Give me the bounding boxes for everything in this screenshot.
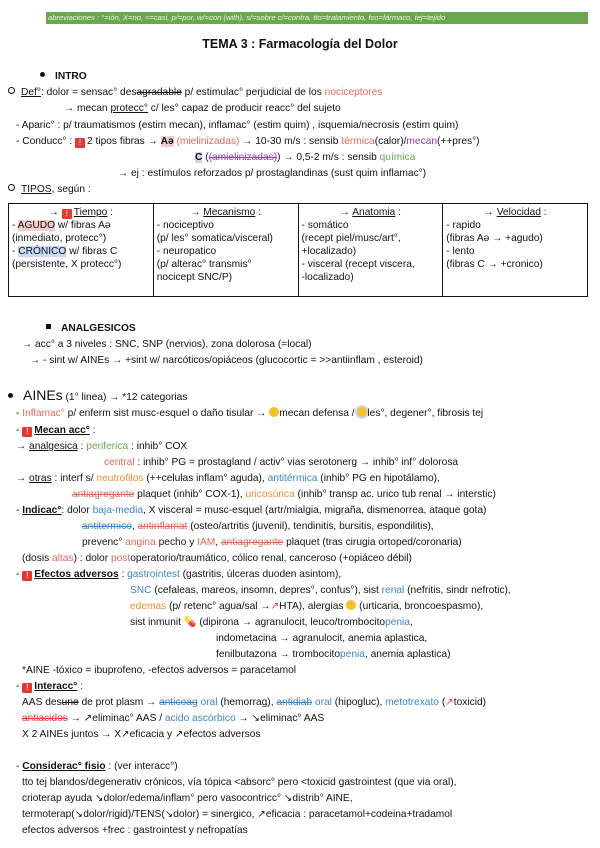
tipos-line: TIPOS, según : [8,183,91,196]
col-velocidad: → Velocidad : - rapido (fibras Aə → +agudo) - lento (fibras C → +cronico) [443,204,588,297]
consid-heading: - Considerac° fisio : (ver interacc°) [16,761,178,772]
sad-face-icon [357,407,367,417]
def-line-2: → mecan protecc° c/ les° capaz de producir reacc° del sujeto [64,103,341,114]
analg-line-2: → - sint w/ AINEs → +sint w/ narcóticos/opiáceos (glucocortic = >>antiinflam , esteroid) [30,355,423,366]
bullet-icon [8,393,13,398]
pill-icon: 💊 [183,617,197,628]
mecan-heading: - ! Mecan acc° : [16,425,96,436]
bullet-icon [40,72,45,77]
hollow-bullet-icon [8,87,15,94]
pin-icon: ! [22,683,32,693]
col-anatomia: → Anatomia : - somático (recept piel/musc/art°, +localizado) - visceral (recept viscera, -localizado) [298,204,443,297]
consid-line-3: termoterap(↘dolor/rigid)/TENS(↘dolor) = sinergico, ↗eficacia : paracetamol+codeina+tradamol [22,809,453,820]
col-tiempo: → ! Tiempo : - AGUDO w/ fibras Aə (inmediato, protecc°) - CRÓNICO w/ fibras C (persistente, X protecc°) [9,204,154,297]
indometacina-line: indometacina → agranulocit, anemia aplastica, [216,633,428,644]
pin-icon: ! [62,209,72,219]
dosis-line: (dosis altas) : dolor postoperatorio/traumático, cólico renal, canceroso (+opiáceo débil) [22,553,412,564]
conduc-line-3: → ej : estímulos reforzados p/ prostaglandinas (sust quim inflamac°) [118,168,427,179]
consid-line-1: tto tej blandos/degenerativ crónicos, vía tópica <absorc° pero <toxicid gastrointest (que via oral), [22,777,457,788]
otras-line: → otras : interf s/ neutrofilos (++celulas inflam° aguda), antitérmica (inhib° PG en hipotálamo), [16,473,440,484]
smile-icon [269,407,279,417]
efectos-line: - ! Efectos adversos : gastrointest (gastritis, úlceras duoden asintom), [16,569,342,580]
consid-line-2: crioterap ayuda ↘dolor/edema/inflam° pero vasocontricc° ↘distrib° AINE, [22,793,353,804]
indicac-line-1: - Indicac°: dolor baja-media, X visceral = musc-esquel (artr/mialgia, migraña, dismenorrea, ataque gota) [16,505,487,516]
pin-icon: ! [22,427,32,437]
inmun-line: sist inmunit 💊 (dipirona → agranulocit, leuco/trombocitopenia, [130,617,413,628]
aines-heading: AINEs (1° linea) → *12 categorias [8,387,187,406]
abbreviations-banner: abreviaciones : °=ión, X=no, ≈=casi, p/=por, w/=con (with), s/=sobre c/=contra, tto=tratamiento, fco=fármaco, tej=tejido [46,12,588,24]
tipos-table [8,203,588,297]
indicac-line-3: prevenc° angina pecho y IAM, antiagregante plaquet (tras cirugia ortoped/coronaria) [82,537,462,548]
aparic-line: - Aparic° : p/ traumatismos (estim mecan), inflamac° (estim quim) , isquemia/necrosis (estim quim) [16,120,459,131]
col-mecanismo: → Mecanismo : - nociceptivo (p/ les° somatica/visceral) - neuropatico (p/ alterac° transmis° nocicept SNC/P) [153,204,298,297]
aine-toxico-line: *AINE -tóxico = ibuprofeno, -efectos adversos = paracetamol [22,665,297,676]
pin-icon: ! [22,571,32,581]
intro-heading: INTRO [40,70,87,83]
fenilbutazona-line: fenilbutazona → trombocitopenia, anemia aplastica) [216,649,451,660]
consid-line-4: efectos adversos +frec : gastrointest y nefropatías [22,825,248,836]
analgesica-line: → analgesica : periferica : inhib° COX [16,441,188,452]
x2-aines-line: X 2 AINEs juntos → X↗eficacia y ↗efectos adversos [22,729,261,740]
analgesicos-heading: ANALGESICOS [46,322,136,335]
indicac-line-2: antitermico, antinflamat (osteo/artritis (juvenil), tendinitis, bursitis, espondilitis), [82,521,434,532]
pin-icon: ! [75,138,85,148]
conduc-line-2: C ((amielinizadas)) → 0,5-2 m/s : sensib química [195,152,416,163]
conduc-line-1: - Conducc° : ! 2 tipos fibras → Aə (mielinizadas) → 10-30 m/s : sensib térmica(calor)/mecan(++pres°) [16,136,480,147]
snc-line: SNC (cefaleas, mareos, insomn, depres°, confus°), sist renal (nefritis, sindr nefrotic), [130,585,511,596]
hollow-bullet-icon [8,184,15,191]
page-title: TEMA 3 : Farmacología del Dolor [202,37,398,51]
square-bullet-icon [46,324,51,329]
allergy-face-icon [346,600,356,610]
interacc-heading: - ! Interacc° : [16,681,84,692]
antiagregante-line: antiagregante plaquet (inhib° COX-1), uricosúrica (inhib° transp ac. urico tub renal → interstic) [72,489,496,500]
aas-line: AAS desune de prot plasm → anticoag oral (hemorrag), antidiab oral (hipogluc), metotrexato (↗toxicid) [22,697,487,708]
analg-line-1: → acc° a 3 niveles : SNC, SNP (nervios), zona dolorosa (=local) [22,339,312,350]
central-line: central : inhib° PG = prostagland / activ° vias serotonerg → inhib° inf° dolorosa [104,457,459,468]
inflamac-line: - Inflamac° p/ enferm sist musc-esquel o daño tisular → mecan defensa / les°, degener°, fibrosis tej [16,408,484,419]
antiacidos-line: antiacidos → ↗eliminac° AAS / acido ascórbico → ↘eliminac° AAS [22,713,325,724]
def-line-1: Def°: dolor = sensac° desagradable p/ estimulac° perjudicial de los nociceptores [8,86,382,99]
edemas-line: edemas (p/ retenc° agua/sal →↗HTA), alergias (urticaria, broncoespasmo), [130,601,484,612]
